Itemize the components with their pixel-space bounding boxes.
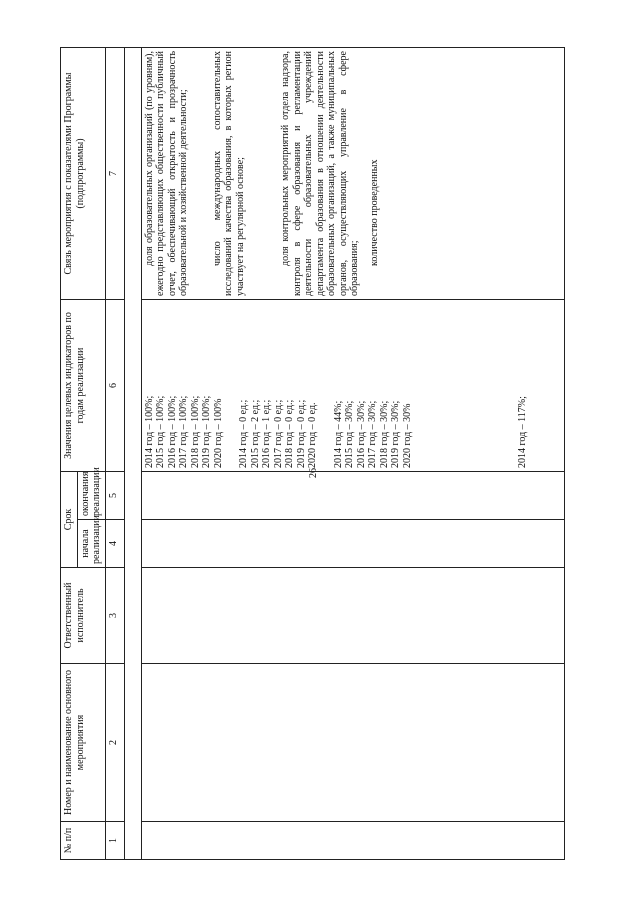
header-row [61,48,78,860]
value-line: 2018 год – 100%; [189,395,201,468]
value-line: 2015 год – 30%; [344,400,355,468]
value-line: 2016 год – 1 ед.; [261,399,272,468]
page-number: 26 [308,468,319,478]
values-group [517,303,529,468]
header-end: окончания реализации [77,472,105,520]
header-start: начала реализации [77,520,105,568]
value-line: 2017 год – 30%; [367,400,378,468]
value-line: 2018 год – 0 ед.; [284,399,295,468]
table-row [141,48,564,860]
program-link-text: доля контрольных мероприятий отдела надзора, контроля в сфере образования и регламентации деятельности образовательных учреждений департамента образования в отношении деятельности образовательных организаций, а также муниципальных органов, осуществляющих управление в сфере образования; [280,51,360,296]
header-number: № п/п [61,822,106,860]
rotated-page [60,48,606,860]
cell-program-link [141,48,564,300]
header-term: Срок [61,472,78,568]
value-line: 2020 год – 0 ед. [307,402,318,468]
value-line: 2019 год – 30%; [390,400,401,468]
cell-start [141,520,564,568]
column-number: 5 [105,472,124,520]
value-line: 2014 год – 0 ед.; [238,399,249,468]
value-line: 2014 год – 44%; [332,400,344,468]
activities-table [60,47,565,860]
program-link-text: доля образовательных организаций (по уровням), ежегодно представляющих общественности публичный отчет, обеспечивающий открытость и прозрачность образовательной и хозяйственной деятельности; [143,51,189,296]
column-number: 4 [105,520,124,568]
column-number: 2 [105,664,124,822]
header-responsible: Ответственный исполнитель [61,568,106,664]
values-group [238,303,319,468]
header-program-link: Связь мероприятия с показателями Программы (подпрограммы) [61,48,106,300]
values-group [333,303,414,468]
value-line: 2020 год – 30% [401,403,413,468]
cell-target-values [141,300,564,472]
value-line: 2017 год – 100%; [178,395,189,468]
value-line: 2017 год – 0 ед.; [272,399,284,468]
table-break-cell [124,48,141,860]
header-activity-name: Номер и наименование основного мероприятия [61,664,106,822]
value-line: 2016 год – 30%; [355,400,367,468]
value-line: 2019 год – 0 ед.; [295,399,307,468]
value-line: 2016 год – 100%; [166,395,178,468]
value-line: 2015 год – 100%; [155,395,166,468]
table-break [124,48,141,860]
values-group [144,303,225,468]
value-line: 2015 год – 2 ед.; [249,399,261,468]
program-link-text: количество проведенных [368,159,380,266]
column-number: 1 [105,822,124,860]
cell-activity-name [141,664,564,822]
program-link-text: число международных сопоставительных исследований качества образования, в которых регион участвует на регулярной основе; [211,51,246,296]
cell-responsible [141,568,564,664]
value-line: 2018 год – 30%; [378,400,390,468]
column-number: 3 [105,568,124,664]
column-number: 6 [105,300,124,472]
column-number-row [105,48,124,860]
header-target-values: Значения целевых индикаторов по годам реализации [61,300,106,472]
column-number: 7 [105,48,124,300]
cell-end [141,472,564,520]
value-line: 2014 год – 117%; [517,396,528,468]
value-line: 2019 год – 100%; [201,395,212,468]
cell-number [141,822,564,860]
value-line: 2014 год – 100%; [143,395,155,468]
value-line: 2020 год – 100% [212,398,224,468]
